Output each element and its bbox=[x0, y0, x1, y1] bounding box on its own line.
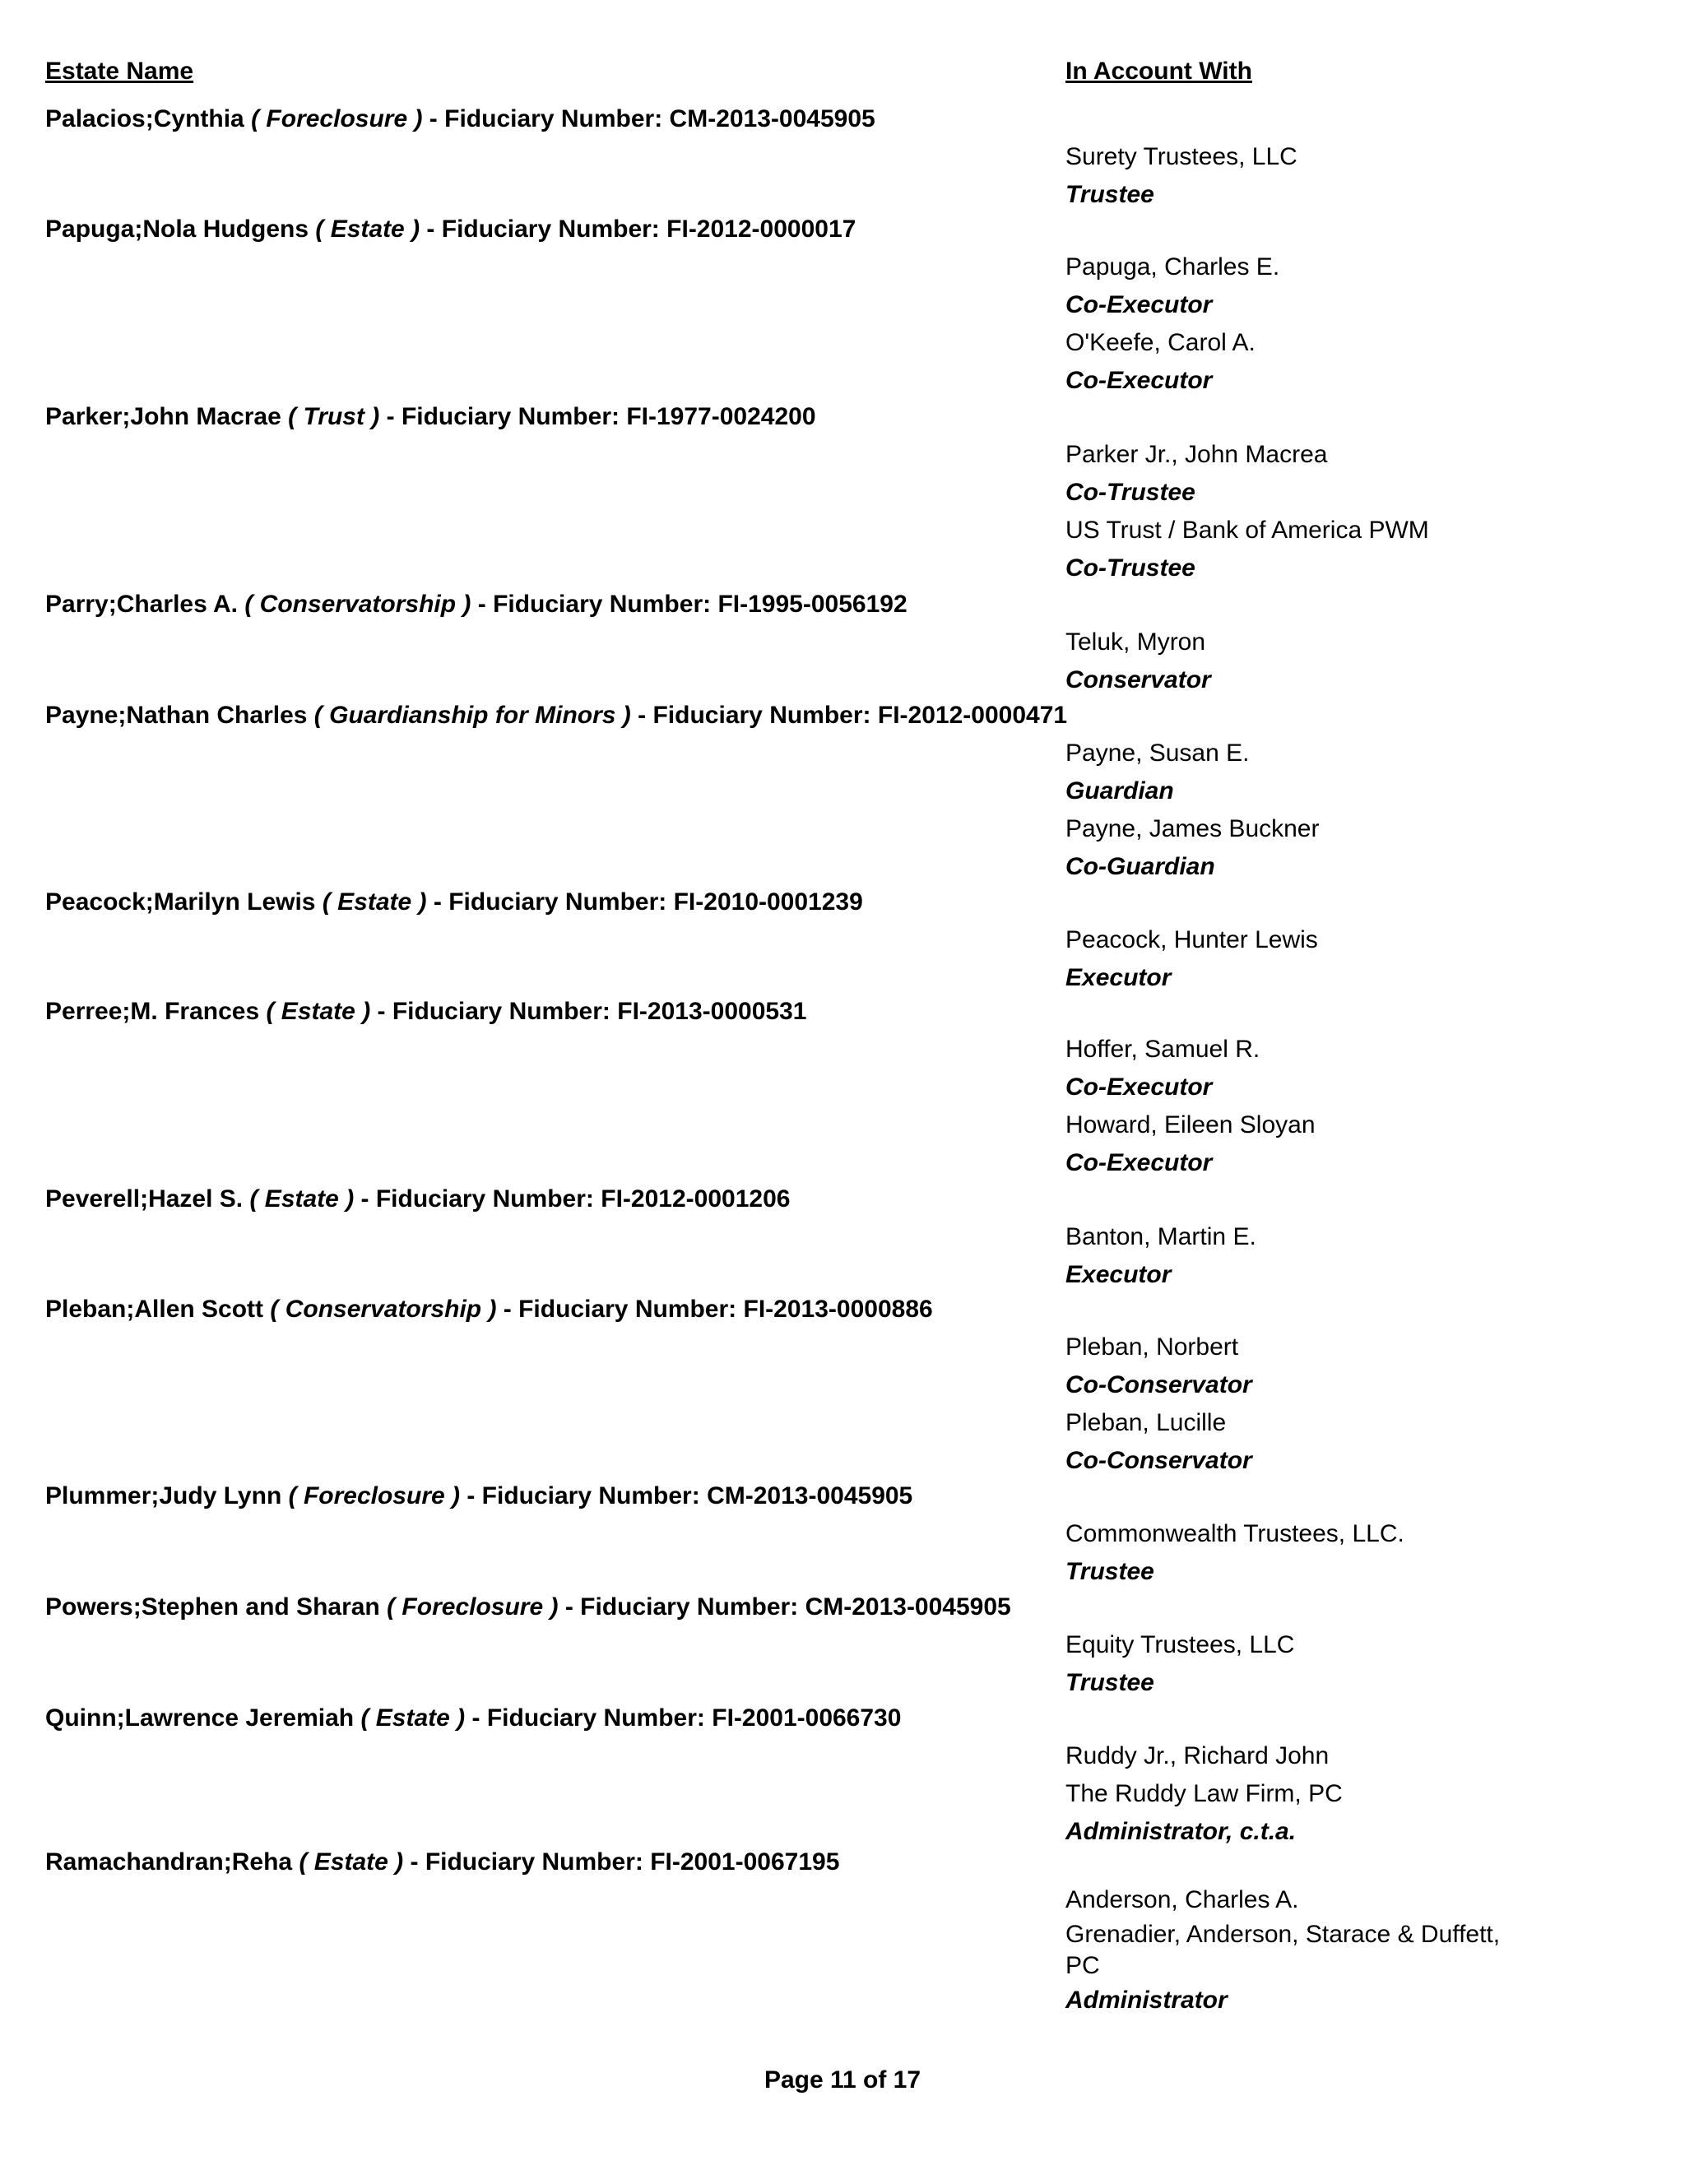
estate-name: Parry;Charles A. bbox=[45, 591, 238, 618]
fiduciary-number: FI-2013-0000531 bbox=[617, 998, 807, 1025]
fiduciary-number: FI-1977-0024200 bbox=[626, 403, 816, 430]
fiduciary-number-label: Fiduciary Number: bbox=[518, 1296, 737, 1323]
estate-name: Pleban;Allen Scott bbox=[45, 1296, 264, 1323]
estate-entry: Ramachandran;Reha ( Estate ) - Fiduciary Number: FI-2001-0067195 bbox=[45, 1848, 840, 1876]
fiduciary-role: Administrator bbox=[1065, 1987, 1228, 2014]
fiduciary-list bbox=[1065, 248, 1526, 400]
fiduciary-list bbox=[1065, 921, 1526, 997]
fiduciary-name: Pleban, Norbert bbox=[1065, 1333, 1239, 1361]
estate-entry: Pleban;Allen Scott ( Conservatorship ) - Fiduciary Number: FI-2013-0000886 bbox=[45, 1296, 933, 1323]
fiduciary-number: FI-2012-0000017 bbox=[666, 216, 856, 243]
estate-type: ( Foreclosure ) bbox=[387, 1593, 559, 1621]
estate-type: ( Estate ) bbox=[360, 1704, 466, 1732]
estate-type: ( Estate ) bbox=[299, 1848, 404, 1876]
estate-type: ( Guardianship for Minors ) bbox=[313, 702, 631, 729]
fiduciary-number: FI-2010-0001239 bbox=[673, 888, 863, 916]
fiduciary-list bbox=[1065, 1218, 1526, 1294]
estate-entry: Palacios;Cynthia ( Foreclosure ) - Fiduciary Number: CM-2013-0045905 bbox=[45, 105, 875, 132]
fiduciary-number-label: Fiduciary Number: bbox=[493, 591, 712, 618]
fiduciary-name: Papuga, Charles E. bbox=[1065, 253, 1280, 281]
fiduciary-number: FI-2012-0000471 bbox=[877, 702, 1068, 729]
fiduciary-list bbox=[1065, 1881, 1526, 2019]
estate-name: Peacock;Marilyn Lewis bbox=[45, 888, 316, 916]
fiduciary-name: US Trust / Bank of America PWM bbox=[1065, 517, 1429, 544]
estate-type: ( Estate ) bbox=[249, 1185, 355, 1213]
estate-entry: Payne;Nathan Charles ( Guardianship for Minors ) - Fiduciary Number: FI-2012-0000471 bbox=[45, 702, 1068, 729]
fiduciary-role: Conservator bbox=[1065, 666, 1211, 693]
fiduciary-name: Equity Trustees, LLC bbox=[1065, 1631, 1295, 1658]
estate-entry: Peverell;Hazel S. ( Estate ) - Fiduciary Number: FI-2012-0001206 bbox=[45, 1185, 791, 1213]
fiduciary-name: Surety Trustees, LLC bbox=[1065, 143, 1297, 170]
estate-name: Papuga;Nola Hudgens bbox=[45, 216, 309, 243]
fiduciary-name: Howard, Eileen Sloyan bbox=[1065, 1111, 1316, 1138]
fiduciary-name: Pleban, Lucille bbox=[1065, 1409, 1227, 1436]
estate-entry: Plummer;Judy Lynn ( Foreclosure ) - Fiduciary Number: CM-2013-0045905 bbox=[45, 1482, 913, 1509]
estate-entry: Peacock;Marilyn Lewis ( Estate ) - Fiduciary Number: FI-2010-0001239 bbox=[45, 888, 863, 916]
estate-type: ( Trust ) bbox=[288, 403, 380, 430]
fiduciary-list bbox=[1065, 735, 1526, 886]
estate-entry: Papuga;Nola Hudgens ( Estate ) - Fiduciary Number: FI-2012-0000017 bbox=[45, 216, 856, 243]
fiduciary-role: Executor bbox=[1065, 1261, 1172, 1288]
fiduciary-role: Trustee bbox=[1065, 1558, 1154, 1585]
estate-name: Quinn;Lawrence Jeremiah bbox=[45, 1704, 355, 1732]
in-account-with-header: In Account With bbox=[1065, 58, 1252, 85]
fiduciary-name: Commonwealth Trustees, LLC. bbox=[1065, 1520, 1404, 1547]
estate-name: Palacios;Cynthia bbox=[45, 105, 244, 132]
fiduciary-number: FI-2012-0001206 bbox=[601, 1185, 791, 1213]
fiduciary-number: CM-2013-0045905 bbox=[669, 105, 875, 132]
estate-entry: Perree;M. Frances ( Estate ) - Fiduciary Number: FI-2013-0000531 bbox=[45, 998, 807, 1025]
estate-entry: Parry;Charles A. ( Conservatorship ) - Fiduciary Number: FI-1995-0056192 bbox=[45, 591, 907, 618]
fiduciary-role: Co-Guardian bbox=[1065, 853, 1215, 880]
fiduciary-number-label: Fiduciary Number: bbox=[425, 1848, 643, 1876]
fiduciary-number-label: Fiduciary Number: bbox=[375, 1185, 594, 1213]
fiduciary-number-label: Fiduciary Number: bbox=[448, 888, 667, 916]
fiduciary-role: Co-Conservator bbox=[1065, 1371, 1252, 1398]
fiduciary-name: Anderson, Charles A. bbox=[1065, 1886, 1299, 1913]
fiduciary-role: Co-Executor bbox=[1065, 1073, 1213, 1101]
fiduciary-name: O'Keefe, Carol A. bbox=[1065, 329, 1256, 356]
fiduciary-role: Executor bbox=[1065, 964, 1172, 991]
fiduciary-role: Co-Executor bbox=[1065, 1149, 1213, 1176]
estate-name: Ramachandran;Reha bbox=[45, 1848, 293, 1876]
fiduciary-name: Payne, Susan E. bbox=[1065, 740, 1250, 767]
estate-entry: Parker;John Macrae ( Trust ) - Fiduciary Number: FI-1977-0024200 bbox=[45, 403, 816, 430]
fiduciary-list bbox=[1065, 1515, 1526, 1591]
page-number: Page 11 of 17 bbox=[764, 2066, 921, 2094]
fiduciary-name: Peacock, Hunter Lewis bbox=[1065, 926, 1318, 953]
estate-name: Peverell;Hazel S. bbox=[45, 1185, 244, 1213]
estate-entry: Powers;Stephen and Sharan ( Foreclosure ) - Fiduciary Number: CM-2013-0045905 bbox=[45, 1593, 1011, 1621]
fiduciary-number-label: Fiduciary Number: bbox=[444, 105, 663, 132]
fiduciary-number: FI-2001-0067195 bbox=[650, 1848, 840, 1876]
estate-name: Powers;Stephen and Sharan bbox=[45, 1593, 380, 1621]
fiduciary-number-label: Fiduciary Number: bbox=[481, 1482, 700, 1509]
fiduciary-role: Administrator, c.t.a. bbox=[1065, 1818, 1297, 1845]
fiduciary-list bbox=[1065, 624, 1526, 699]
estate-type: ( Estate ) bbox=[322, 888, 427, 916]
estate-type: ( Conservatorship ) bbox=[244, 591, 471, 618]
fiduciary-number: FI-1995-0056192 bbox=[717, 591, 907, 618]
estate-entry: Quinn;Lawrence Jeremiah ( Estate ) - Fiduciary Number: FI-2001-0066730 bbox=[45, 1704, 902, 1732]
fiduciary-name: Ruddy Jr., Richard John bbox=[1065, 1742, 1330, 1769]
estate-type: ( Conservatorship ) bbox=[270, 1296, 497, 1323]
estate-name: Parker;John Macrae bbox=[45, 403, 281, 430]
fiduciary-role: Trustee bbox=[1065, 181, 1154, 208]
estate-name: Plummer;Judy Lynn bbox=[45, 1482, 282, 1509]
fiduciary-number-label: Fiduciary Number: bbox=[392, 998, 610, 1025]
fiduciary-list bbox=[1065, 138, 1526, 214]
estate-name: Payne;Nathan Charles bbox=[45, 702, 308, 729]
estate-name: Perree;M. Frances bbox=[45, 998, 260, 1025]
fiduciary-list bbox=[1065, 1328, 1526, 1480]
estate-name-header: Estate Name bbox=[45, 58, 194, 85]
estate-type: ( Estate ) bbox=[266, 998, 371, 1025]
fiduciary-number-label: Fiduciary Number: bbox=[652, 702, 871, 729]
fiduciary-role: Co-Executor bbox=[1065, 291, 1213, 318]
fiduciary-number: FI-2001-0066730 bbox=[712, 1704, 902, 1732]
fiduciary-number-label: Fiduciary Number: bbox=[486, 1704, 705, 1732]
fiduciary-role: Co-Trustee bbox=[1065, 554, 1195, 582]
fiduciary-number-label: Fiduciary Number: bbox=[441, 216, 660, 243]
fiduciary-list bbox=[1065, 436, 1526, 587]
fiduciary-list bbox=[1065, 1626, 1526, 1702]
fiduciary-role: Trustee bbox=[1065, 1669, 1154, 1696]
fiduciary-name: The Ruddy Law Firm, PC bbox=[1065, 1780, 1343, 1807]
fiduciary-list bbox=[1065, 1737, 1526, 1851]
fiduciary-role: Co-Trustee bbox=[1065, 479, 1195, 506]
fiduciary-number: CM-2013-0045905 bbox=[805, 1593, 1011, 1621]
fiduciary-number: FI-2013-0000886 bbox=[743, 1296, 933, 1323]
estate-type: ( Foreclosure ) bbox=[251, 105, 423, 132]
estate-type: ( Foreclosure ) bbox=[288, 1482, 460, 1509]
fiduciary-role: Co-Executor bbox=[1065, 367, 1213, 394]
fiduciary-number-label: Fiduciary Number: bbox=[401, 403, 620, 430]
fiduciary-name: Banton, Martin E. bbox=[1065, 1223, 1256, 1250]
estate-type: ( Estate ) bbox=[315, 216, 420, 243]
fiduciary-number: CM-2013-0045905 bbox=[707, 1482, 913, 1509]
fiduciary-number-label: Fiduciary Number: bbox=[580, 1593, 799, 1621]
fiduciary-name: Grenadier, Anderson, Starace & Duffett, PC bbox=[1065, 1921, 1501, 1979]
fiduciary-role: Co-Conservator bbox=[1065, 1447, 1252, 1474]
fiduciary-name: Parker Jr., John Macrea bbox=[1065, 441, 1328, 468]
fiduciary-name: Payne, James Buckner bbox=[1065, 815, 1320, 842]
fiduciary-list bbox=[1065, 1031, 1526, 1182]
fiduciary-role: Guardian bbox=[1065, 777, 1174, 805]
fiduciary-name: Hoffer, Samuel R. bbox=[1065, 1036, 1260, 1063]
fiduciary-name: Teluk, Myron bbox=[1065, 628, 1206, 656]
